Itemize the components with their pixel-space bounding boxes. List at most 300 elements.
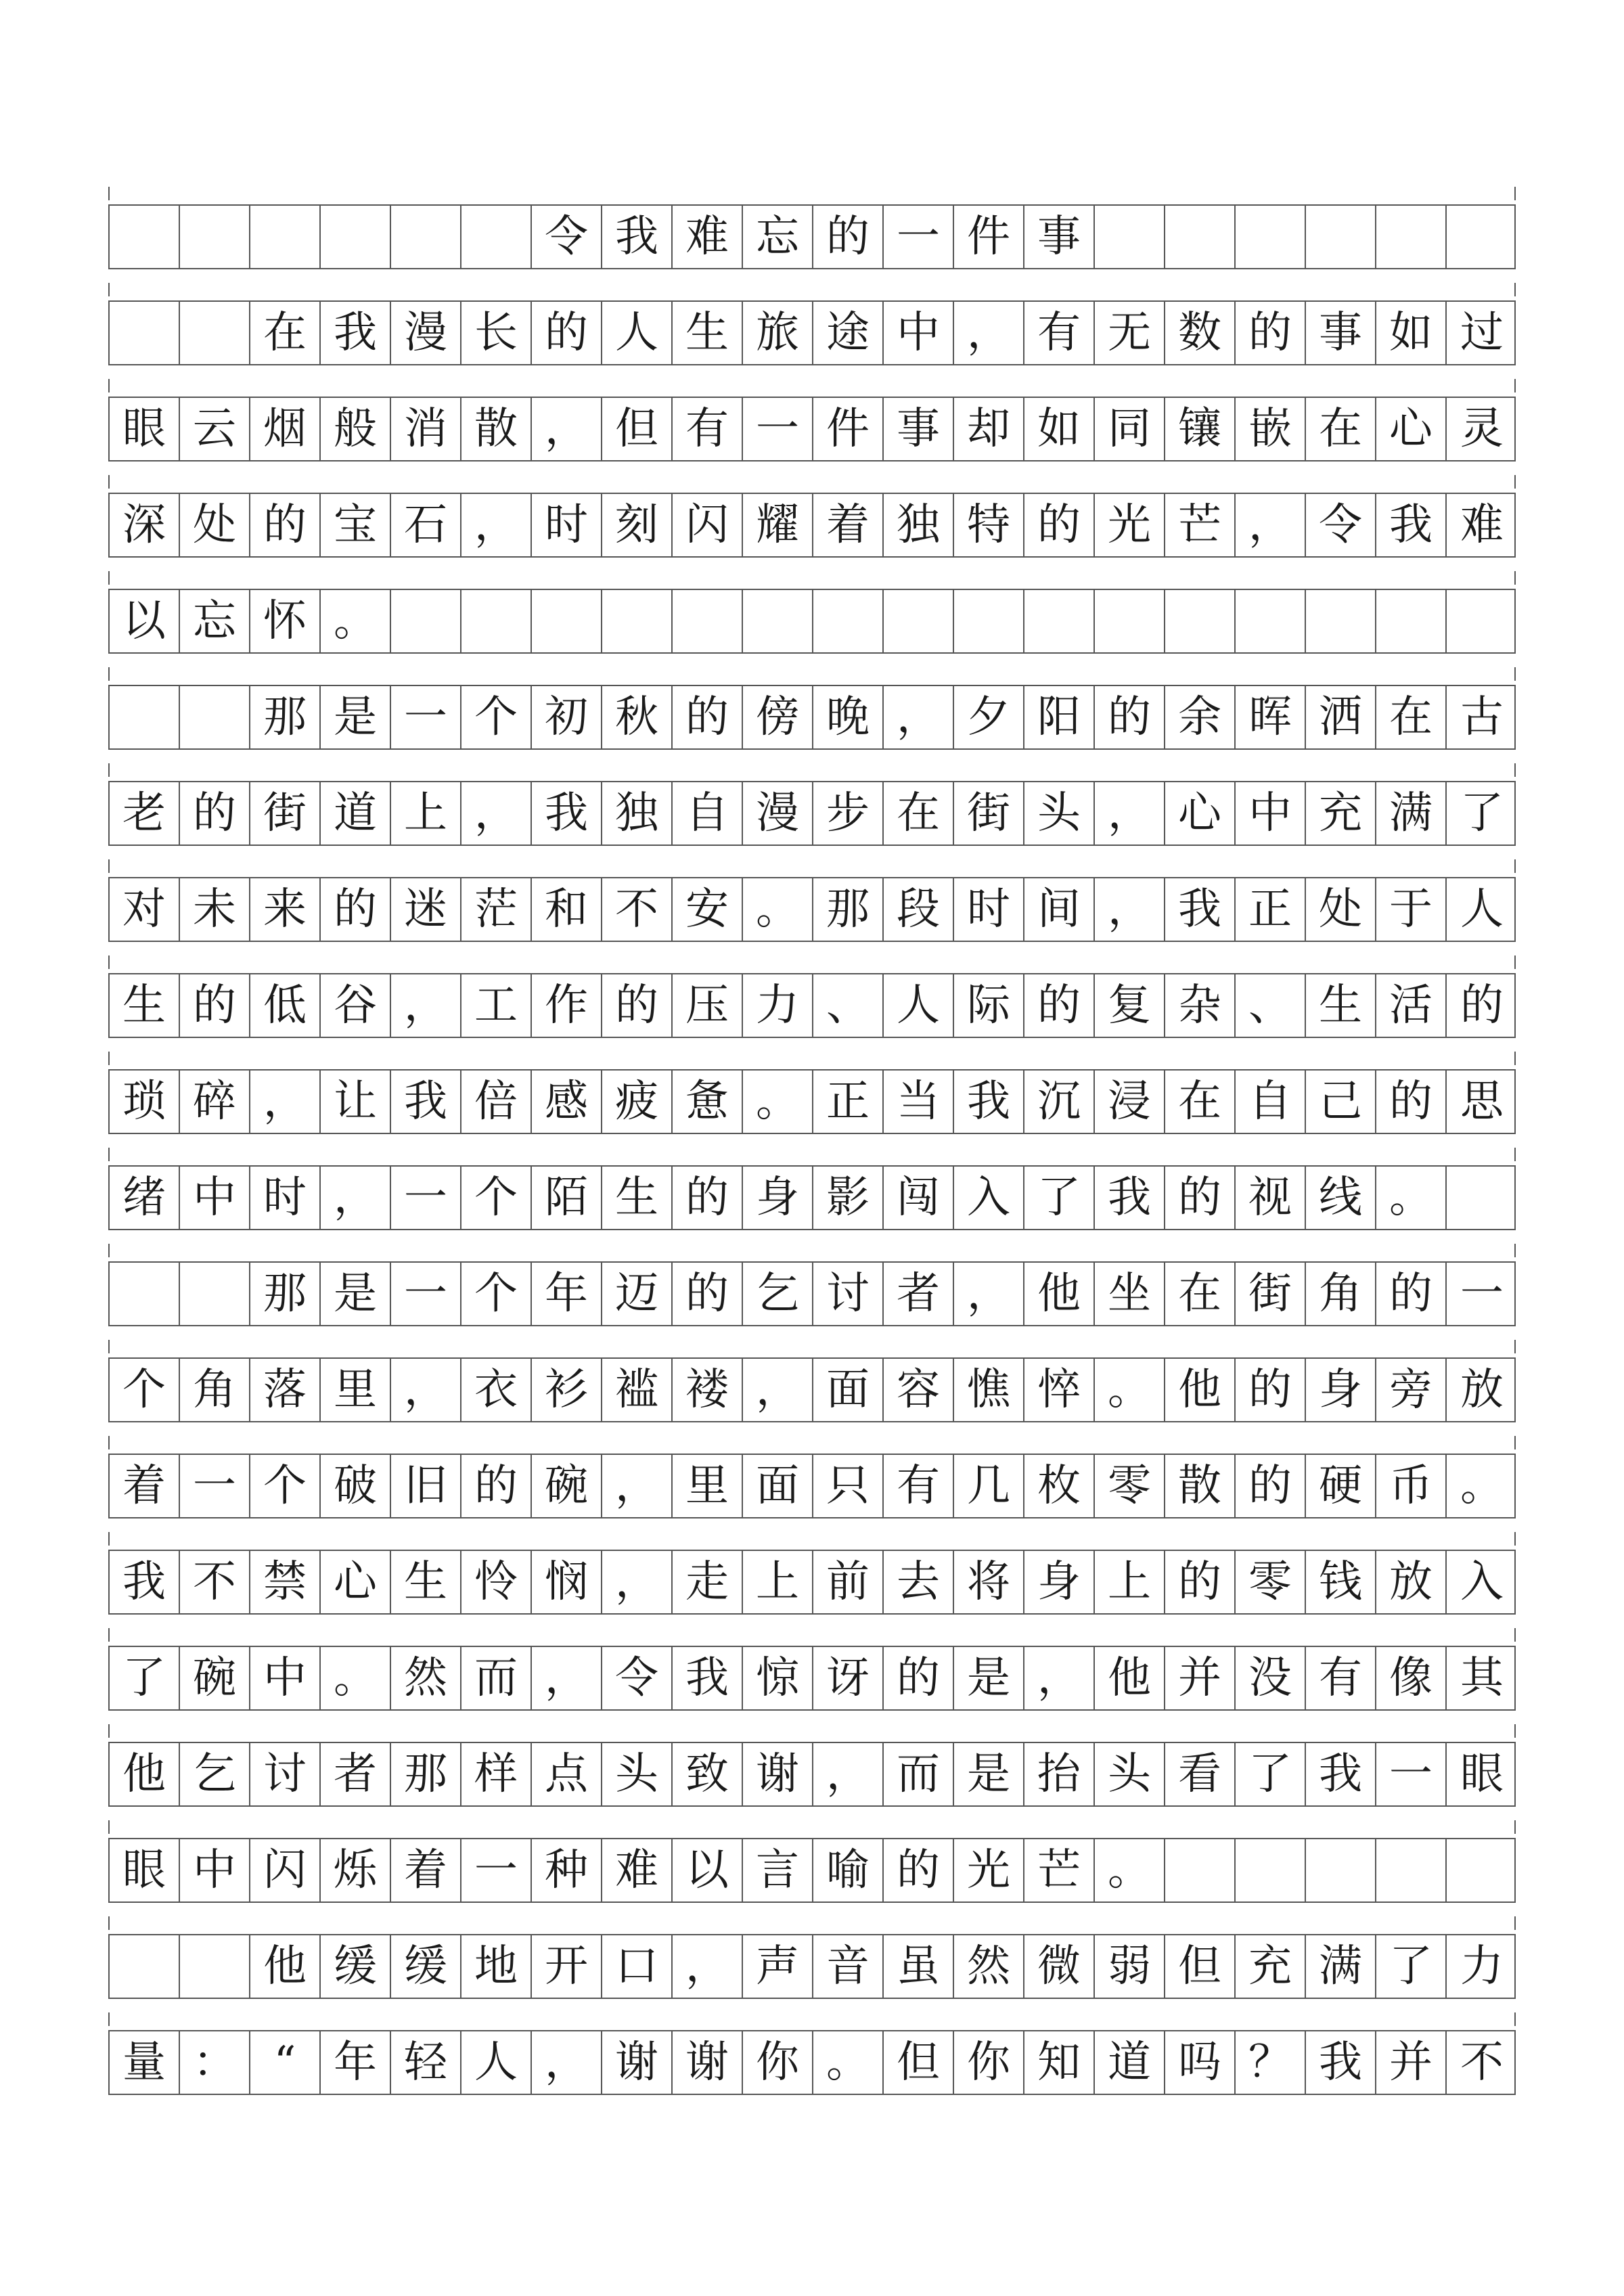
- grid-cell: 漫: [743, 782, 813, 845]
- grid-cell: [391, 590, 461, 652]
- grid-cell: 衣: [461, 1359, 532, 1421]
- grid-cell: [180, 1935, 250, 1998]
- grid-cell: [1447, 590, 1517, 652]
- grid-cell: ，: [391, 1359, 461, 1421]
- grid-cell: 我: [1095, 1167, 1165, 1229]
- grid-cell: 迷: [391, 878, 461, 941]
- grid-cell: 特: [954, 494, 1024, 556]
- grid-separator: [108, 1916, 1516, 1930]
- grid-cell: 是: [321, 1263, 391, 1325]
- grid-cell: 烟: [250, 398, 321, 460]
- grid-cell: 长: [461, 302, 532, 364]
- grid-cell: 那: [391, 1743, 461, 1805]
- grid-cell: 没: [1236, 1647, 1306, 1709]
- grid-cell: 中: [180, 1167, 250, 1229]
- grid-cell: ，: [884, 686, 954, 748]
- grid-cell: 其: [1460, 1653, 1504, 1703]
- grid-cell: 心: [1165, 782, 1236, 845]
- grid-cell: 忘: [743, 206, 813, 268]
- grid-cell: 茫: [461, 878, 532, 941]
- grid-cell: 零: [1236, 1551, 1306, 1613]
- grid-cell: ？: [1236, 2031, 1306, 2094]
- grid-cell: 无: [1095, 302, 1165, 364]
- grid-cell: [461, 590, 532, 652]
- grid-separator: [108, 1436, 1516, 1449]
- grid-cell: 散: [1165, 1455, 1236, 1517]
- grid-cell: 而: [461, 1647, 532, 1709]
- grid-cell: 个: [110, 1359, 180, 1421]
- grid-cell: 充: [1236, 1935, 1306, 1998]
- text-row: [108, 397, 1516, 462]
- grid-cell: 是: [954, 1647, 1024, 1709]
- grid-cell: 。: [1376, 1167, 1447, 1229]
- grid-cell: [1447, 1839, 1517, 1901]
- grid-cell: 上: [391, 782, 461, 845]
- grid-cell: 的: [321, 878, 391, 941]
- grid-cell: 散: [461, 398, 532, 460]
- grid-cell: ，: [813, 1743, 884, 1805]
- grid-cell: 的: [180, 974, 250, 1037]
- grid-cell: 音: [813, 1935, 884, 1998]
- grid-separator: [108, 187, 1516, 200]
- grid-cell: 满: [1376, 782, 1447, 845]
- grid-cell: 了: [1460, 788, 1504, 838]
- grid-cell: 不: [602, 878, 673, 941]
- grid-cell: 那: [250, 686, 321, 748]
- grid-cell: 身: [1024, 1551, 1095, 1613]
- grid-cell: ，: [391, 974, 461, 1037]
- grid-cell: 光: [1095, 494, 1165, 556]
- grid-cell: 。: [321, 1647, 391, 1709]
- grid-cell: 上: [1095, 1551, 1165, 1613]
- grid-cell: 的: [673, 1167, 743, 1229]
- grid-cell: 有: [1306, 1647, 1376, 1709]
- grid-cell: 却: [954, 398, 1024, 460]
- grid-cell: [1236, 1839, 1306, 1901]
- grid-cell: 街: [1236, 1263, 1306, 1325]
- grid-cell: 我: [673, 1647, 743, 1709]
- grid-cell: 人: [884, 974, 954, 1037]
- grid-cell: 开: [532, 1935, 602, 1998]
- grid-cell: 。: [1095, 1839, 1165, 1901]
- grid-cell: 在: [1165, 1071, 1236, 1133]
- grid-cell: 处: [180, 494, 250, 556]
- grid-cell: 、: [1236, 974, 1306, 1037]
- grid-cell: 人: [461, 2031, 532, 2094]
- grid-cell: 的: [250, 494, 321, 556]
- grid-cell: 憔: [954, 1359, 1024, 1421]
- grid-separator: [108, 667, 1516, 681]
- text-row: [108, 1261, 1516, 1326]
- grid-cell: 在: [1165, 1263, 1236, 1325]
- grid-cell: 个: [461, 1167, 532, 1229]
- grid-cell: [1306, 1839, 1376, 1901]
- text-row: [108, 877, 1516, 942]
- grid-cell: 消: [391, 398, 461, 460]
- grid-cell: 他: [110, 1743, 180, 1805]
- grid-cell: 。: [1460, 1461, 1504, 1511]
- grid-cell: 道: [1095, 2031, 1165, 2094]
- grid-cell: [110, 302, 180, 364]
- grid-cell: 我: [1165, 878, 1236, 941]
- grid-cell: 如: [1024, 398, 1095, 460]
- grid-cell: 余: [1165, 686, 1236, 748]
- text-row: [108, 1646, 1516, 1711]
- grid-cell: 令: [602, 1647, 673, 1709]
- grid-cell: 枚: [1024, 1455, 1095, 1517]
- grid-cell: 力: [1460, 1941, 1504, 1991]
- grid-cell: 点: [532, 1743, 602, 1805]
- text-row: [108, 300, 1516, 365]
- grid-cell: 乞: [743, 1263, 813, 1325]
- grid-cell: ，: [1095, 878, 1165, 941]
- grid-cell: 面: [743, 1455, 813, 1517]
- grid-cell: 的: [1165, 1167, 1236, 1229]
- grid-cell: 放: [1460, 1365, 1504, 1415]
- grid-cell: 一: [391, 1263, 461, 1325]
- grid-cell: 我: [110, 1551, 180, 1613]
- grid-cell: 我: [321, 302, 391, 364]
- grid-cell: 怜: [461, 1551, 532, 1613]
- grid-cell: 他: [250, 1935, 321, 1998]
- grid-cell: 古: [1460, 692, 1504, 742]
- grid-cell: 一: [180, 1455, 250, 1517]
- grid-cell: 他: [1024, 1263, 1095, 1325]
- grid-cell: 但: [602, 398, 673, 460]
- grid-cell: 乞: [180, 1743, 250, 1805]
- grid-cell: [1447, 1167, 1517, 1229]
- grid-cell: 的: [1376, 1263, 1447, 1325]
- grid-cell: 中: [250, 1647, 321, 1709]
- grid-cell: ，: [1095, 782, 1165, 845]
- text-row: [108, 1934, 1516, 1999]
- grid-cell: 镶: [1165, 398, 1236, 460]
- grid-cell: 件: [954, 206, 1024, 268]
- grid-cell: 中: [1236, 782, 1306, 845]
- grid-cell: 碎: [180, 1071, 250, 1133]
- grid-cell: 上: [743, 1551, 813, 1613]
- grid-cell: ，: [321, 1167, 391, 1229]
- grid-separator: [108, 1340, 1516, 1353]
- grid-cell: 声: [743, 1935, 813, 1998]
- grid-cell: 去: [884, 1551, 954, 1613]
- grid-cell: 心: [1376, 398, 1447, 460]
- grid-cell: 谷: [321, 974, 391, 1037]
- grid-cell: ，: [1024, 1647, 1095, 1709]
- grid-cell: 入: [954, 1167, 1024, 1229]
- grid-cell: 币: [1376, 1455, 1447, 1517]
- grid-cell: 一: [391, 1167, 461, 1229]
- grid-cell: [180, 1263, 250, 1325]
- grid-cell: 他: [1165, 1359, 1236, 1421]
- grid-cell: [813, 590, 884, 652]
- grid-cell: [1376, 1839, 1447, 1901]
- grid-cell: 灵: [1460, 404, 1504, 454]
- grid-cell: 个: [461, 1263, 532, 1325]
- text-row: [108, 1165, 1516, 1230]
- grid-cell: 生: [673, 302, 743, 364]
- grid-separator: [108, 475, 1516, 489]
- grid-cell: 有: [884, 1455, 954, 1517]
- grid-cell: [110, 686, 180, 748]
- grid-cell: 抬: [1024, 1743, 1095, 1805]
- grid-cell: 然: [954, 1935, 1024, 1998]
- grid-cell: 了: [110, 1647, 180, 1709]
- text-row: [108, 685, 1516, 750]
- grid-cell: 入: [1460, 1557, 1504, 1607]
- grid-cell: 途: [813, 302, 884, 364]
- grid-cell: 人: [1460, 884, 1504, 935]
- grid-separator: [108, 1532, 1516, 1546]
- grid-cell: 弱: [1095, 1935, 1165, 1998]
- grid-cell: ，: [250, 1071, 321, 1133]
- grid-cell: 以: [673, 1839, 743, 1901]
- grid-cell: 他: [1095, 1647, 1165, 1709]
- grid-cell: 一: [743, 398, 813, 460]
- grid-cell: [1095, 206, 1165, 268]
- grid-cell: 的: [1165, 1551, 1236, 1613]
- grid-cell: 时: [954, 878, 1024, 941]
- grid-cell: [1165, 1839, 1236, 1901]
- grid-cell: 有: [673, 398, 743, 460]
- grid-cell: 的: [1376, 1071, 1447, 1133]
- grid-cell: 如: [1376, 302, 1447, 364]
- grid-cell: 缓: [391, 1935, 461, 1998]
- grid-cell: 影: [813, 1167, 884, 1229]
- grid-cell: ，: [532, 398, 602, 460]
- grid-cell: 石: [391, 494, 461, 556]
- grid-separator: [108, 1244, 1516, 1257]
- grid-cell: 禁: [250, 1551, 321, 1613]
- grid-cell: 坐: [1095, 1263, 1165, 1325]
- grid-cell: 思: [1460, 1077, 1504, 1127]
- grid-cell: 并: [1165, 1647, 1236, 1709]
- grid-cell: 谢: [673, 2031, 743, 2094]
- grid-cell: 了: [1376, 1935, 1447, 1998]
- grid-cell: 在: [884, 782, 954, 845]
- grid-cell: 头: [602, 1743, 673, 1805]
- grid-cell: 但: [884, 2031, 954, 2094]
- grid-cell: 力: [743, 974, 813, 1037]
- grid-cell: 有: [1024, 302, 1095, 364]
- grid-cell: 里: [673, 1455, 743, 1517]
- grid-cell: 头: [1095, 1743, 1165, 1805]
- grid-cell: 个: [461, 686, 532, 748]
- grid-cell: 在: [1306, 398, 1376, 460]
- grid-cell: [743, 590, 813, 652]
- grid-cell: 以: [110, 590, 180, 652]
- grid-cell: [1236, 206, 1306, 268]
- grid-cell: 闯: [884, 1167, 954, 1229]
- grid-separator: [108, 1628, 1516, 1642]
- grid-separator: [108, 1724, 1516, 1738]
- grid-cell: 和: [532, 878, 602, 941]
- grid-cell: 中: [884, 302, 954, 364]
- grid-cell: 钱: [1306, 1551, 1376, 1613]
- grid-cell: 在: [1376, 686, 1447, 748]
- grid-cell: 秋: [602, 686, 673, 748]
- grid-cell: 那: [250, 1263, 321, 1325]
- text-row: [108, 973, 1516, 1038]
- grid-cell: 你: [743, 2031, 813, 2094]
- grid-cell: 自: [1236, 1071, 1306, 1133]
- grid-cell: 正: [813, 1071, 884, 1133]
- grid-cell: 琐: [110, 1071, 180, 1133]
- grid-cell: 云: [180, 398, 250, 460]
- grid-cell: 街: [250, 782, 321, 845]
- grid-cell: 的: [532, 302, 602, 364]
- grid-cell: [180, 206, 250, 268]
- grid-cell: [1376, 206, 1447, 268]
- grid-cell: 着: [813, 494, 884, 556]
- grid-cell: ，: [673, 1935, 743, 1998]
- grid-cell: 夕: [954, 686, 1024, 748]
- grid-cell: 了: [1236, 1743, 1306, 1805]
- grid-cell: 是: [321, 686, 391, 748]
- grid-cell: 忘: [180, 590, 250, 652]
- grid-cell: 迈: [602, 1263, 673, 1325]
- grid-cell: [1165, 206, 1236, 268]
- grid-cell: 街: [954, 782, 1024, 845]
- grid-cell: 致: [673, 1743, 743, 1805]
- grid-cell: 在: [250, 302, 321, 364]
- grid-cell: 者: [884, 1263, 954, 1325]
- grid-cell: 时: [532, 494, 602, 556]
- grid-cell: 惫: [673, 1071, 743, 1133]
- grid-cell: 。: [1095, 1359, 1165, 1421]
- grid-cell: 怀: [250, 590, 321, 652]
- grid-cell: 事: [1024, 206, 1095, 268]
- grid-cell: 像: [1376, 1647, 1447, 1709]
- grid-cell: 过: [1460, 308, 1504, 358]
- grid-cell: 压: [673, 974, 743, 1037]
- grid-cell: 低: [250, 974, 321, 1037]
- grid-cell: 一: [461, 1839, 532, 1901]
- grid-cell: 未: [180, 878, 250, 941]
- grid-cell: ，: [602, 1551, 673, 1613]
- grid-cell: 闪: [673, 494, 743, 556]
- grid-cell: 讨: [813, 1263, 884, 1325]
- grid-cell: 放: [1376, 1551, 1447, 1613]
- grid-cell: 谢: [743, 1743, 813, 1805]
- grid-cell: 看: [1165, 1743, 1236, 1805]
- grid-cell: 讨: [250, 1743, 321, 1805]
- grid-cell: 感: [532, 1071, 602, 1133]
- grid-cell: 身: [1306, 1359, 1376, 1421]
- grid-cell: 老: [110, 782, 180, 845]
- grid-cell: 。: [743, 878, 813, 941]
- grid-cell: 中: [180, 1839, 250, 1901]
- grid-cell: 沉: [1024, 1071, 1095, 1133]
- grid-cell: ，: [532, 2031, 602, 2094]
- grid-cell: ，: [1236, 494, 1306, 556]
- grid-cell: 作: [532, 974, 602, 1037]
- grid-cell: ，: [461, 782, 532, 845]
- grid-cell: 己: [1306, 1071, 1376, 1133]
- grid-cell: 数: [1165, 302, 1236, 364]
- grid-separator: [108, 2012, 1516, 2026]
- grid-cell: [180, 302, 250, 364]
- grid-cell: 于: [1376, 878, 1447, 941]
- grid-cell: 工: [461, 974, 532, 1037]
- grid-cell: 令: [532, 206, 602, 268]
- grid-cell: 心: [321, 1551, 391, 1613]
- grid-cell: 年: [321, 2031, 391, 2094]
- grid-cell: ，: [602, 1455, 673, 1517]
- grid-cell: 我: [1306, 2031, 1376, 2094]
- grid-separator: [108, 1148, 1516, 1161]
- grid-cell: 的: [461, 1455, 532, 1517]
- grid-cell: 晚: [813, 686, 884, 748]
- grid-cell: 芒: [1024, 1839, 1095, 1901]
- grid-cell: 闪: [250, 1839, 321, 1901]
- grid-cell: [1095, 590, 1165, 652]
- grid-cell: 一: [1460, 1269, 1504, 1319]
- grid-cell: 落: [250, 1359, 321, 1421]
- grid-cell: 倍: [461, 1071, 532, 1133]
- text-row: [108, 2030, 1516, 2095]
- grid-cell: 一: [884, 206, 954, 268]
- grid-cell: 而: [884, 1743, 954, 1805]
- grid-cell: 难: [602, 1839, 673, 1901]
- grid-cell: 只: [813, 1455, 884, 1517]
- grid-cell: 绪: [110, 1167, 180, 1229]
- grid-cell: 惊: [743, 1647, 813, 1709]
- grid-cell: 一: [391, 686, 461, 748]
- grid-cell: 旅: [743, 302, 813, 364]
- grid-cell: “: [250, 2031, 321, 2094]
- grid-cell: 烁: [321, 1839, 391, 1901]
- grid-cell: 我: [1306, 1743, 1376, 1805]
- grid-cell: 口: [602, 1935, 673, 1998]
- grid-cell: 悯: [532, 1551, 602, 1613]
- grid-cell: 际: [954, 974, 1024, 1037]
- grid-cell: 但: [1165, 1935, 1236, 1998]
- grid-cell: 眼: [1460, 1749, 1504, 1799]
- text-row: [108, 589, 1516, 654]
- grid-cell: 处: [1306, 878, 1376, 941]
- grid-cell: 碗: [532, 1455, 602, 1517]
- grid-cell: 芒: [1165, 494, 1236, 556]
- grid-cell: ，: [743, 1359, 813, 1421]
- grid-cell: 我: [532, 782, 602, 845]
- grid-cell: 漫: [391, 302, 461, 364]
- grid-cell: 的: [884, 1647, 954, 1709]
- grid-separator: [108, 283, 1516, 296]
- grid-cell: 头: [1024, 782, 1095, 845]
- grid-cell: [1024, 590, 1095, 652]
- grid-cell: 生: [1306, 974, 1376, 1037]
- grid-cell: 轻: [391, 2031, 461, 2094]
- grid-cell: [1306, 206, 1376, 268]
- grid-cell: [1165, 590, 1236, 652]
- grid-cell: 的: [673, 1263, 743, 1325]
- grid-cell: 我: [954, 1071, 1024, 1133]
- grid-cell: 破: [321, 1455, 391, 1517]
- grid-cell: 我: [391, 1071, 461, 1133]
- grid-cell: 悴: [1024, 1359, 1095, 1421]
- grid-cell: 褛: [673, 1359, 743, 1421]
- text-row: [108, 1742, 1516, 1807]
- grid-separator: [108, 955, 1516, 969]
- grid-cell: 洒: [1306, 686, 1376, 748]
- text-row: [108, 781, 1516, 846]
- grid-cell: 你: [954, 2031, 1024, 2094]
- grid-cell: 耀: [743, 494, 813, 556]
- grid-cell: 眼: [110, 398, 180, 460]
- grid-cell: [602, 590, 673, 652]
- grid-cell: ，: [954, 1263, 1024, 1325]
